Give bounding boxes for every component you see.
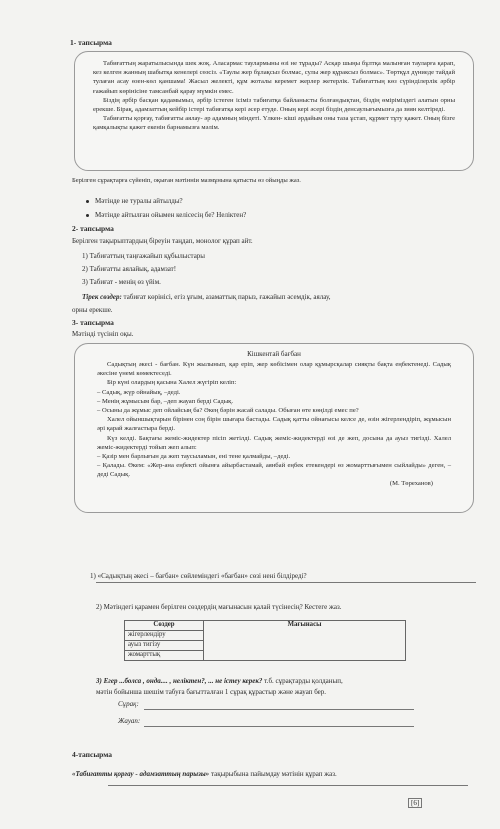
question-label: Сұрақ: — [118, 700, 139, 708]
task1-instruction: Берілген сұрақтарға сүйеніп, оқыған мәтінніи мазмұнына қатысты өз ойыңды жаз. — [72, 177, 301, 184]
table-header-meaning-label: Мағынасы — [287, 621, 322, 628]
question-answer-line[interactable] — [144, 709, 414, 710]
q3-italic: 3) Егер ...болса , онда.... , неліктен?, ... не істеу керек? — [96, 677, 263, 685]
task2-instruction: Берілген тақырыптардың біреуін таңдап, монолог құрап айт. — [72, 237, 253, 245]
story-paragraph: Күз келді. Бақтағы жеміс-жидектер пісіп жетілді. Садық жеміс-жидектерді өзі де жеп, досына да ауыз тигізді. Халел жеміс-жидектерді тойып жеп алып: — [97, 434, 451, 451]
task3-question-1: 1) «Садықтың әкесі – бағбан» сөйлеміндегі «бағбан» сөзі нені білдіреді? — [90, 572, 307, 580]
story-paragraph: Халел ойыншықтарын бірінен соң бірін шығара бастады. Садық қатты ойнағысы келсе де, өзін жігерлендіріп, жұмысын әрі қарай жалғастыра берді. — [97, 416, 451, 433]
answer-label: Жауап: — [118, 717, 141, 725]
bullet-icon — [86, 214, 89, 217]
story-paragraph: Бір күні олардың қасына Халел жүгіріп келіп: — [107, 379, 237, 387]
task3-header: 3- тапсырма — [72, 318, 114, 327]
page-number: [6] — [408, 798, 422, 808]
task1-paragraph: Біздің әрбір басқан қадамымыз, әрбір істеген ісіміз табиғатқа байланысты болғандықтан, біздің өміріміздегі алатын орны ерекше. Бірақ, адамзаттың кейбір істері табиғатқа кері әсер етуде. Оның кері әсері біздің денсаулығымызға да зиян келтіреді. — [93, 96, 455, 114]
task2-support-words — [82, 293, 482, 302]
task2-header: 2- тапсырма — [72, 224, 114, 233]
task1-text-box — [74, 51, 474, 171]
story-title: Кішкентай бағбан — [247, 350, 301, 358]
table-word-cell: жігерлендіру — [125, 631, 204, 641]
task3-question-2: 2) Мәтіндегі қарамен берілген сөздердің мағынасын қалай түсінесің? Кестеге жаз. — [96, 603, 342, 611]
task3-instruction: Мәтінді түсініп оқы. — [72, 330, 134, 338]
table-header-words: Сөздер — [125, 621, 204, 631]
task1-paragraph: Табиғаттың жаратылысында шек жоқ. Аласармас таулармыны өзі не тұрады? Асқар шыңы бұлтқа малынған тауларға қарап, кез келген жанның шабытқа кенелері сөзсіз. «Таулы жер бұлақсыз болмас, сулы жер құраксыз болмас». Төртқұл дүниеде тайдай тулаған асау өзен-көл қаншама! Жасыл желекті, құм жоталы керемет жерлер жетерлік. Табиғаттың көз сүрінділерлік әрбір ғажайып көрінісіне тамсанбай қарау мүмкін емес. — [93, 60, 455, 95]
task2-topic: 1) Табиғаттың таңғажайып құбылыстары — [82, 252, 205, 260]
task4-prompt-rest: тақырыбына пайымдау мәтінін құрап жаз. — [209, 770, 337, 778]
story-dialog: – Садық, жүр ойнайық, –деді. — [97, 388, 181, 396]
story-dialog: – Менің жұмысым бар, –деп жауап берді Садық. — [97, 397, 234, 405]
table-word-cell: ауыз тигізу — [125, 641, 204, 651]
task3-question-3 — [96, 677, 343, 686]
task4-header: 4-тапсырма — [72, 750, 113, 759]
task2-support-words-cont: орны ерекше. — [72, 306, 113, 314]
table-word-cell: жомарттық — [125, 651, 204, 661]
task1-question — [86, 197, 183, 206]
bullet-icon — [86, 200, 89, 203]
story-author: (М. Төреханов) — [389, 479, 433, 487]
task1-paragraph: Табиғатты қорғау, табиғатты аялау- әр адамның міндеті. Үлкен- кіші әрдайым оны таза ұстап, құрмет тұту қажет. Оның бізге қамқалықты қажет екенін барнамызға мәлім. — [93, 115, 455, 132]
story-paragraph: Садықтың әкесі - бағбан. Күн жылынып, қар еріп, жер көбісімен олар құмырсқалар сияқты бақта еңбектенеді. Садық әкесіне үнемі көмектеседі. — [97, 361, 451, 378]
task3-question-3-cont: мәтін бойынша шешім табуға бағытталған 1 сұрақ құрастыр және жауап бер. — [96, 688, 327, 696]
task2-topic: 3) Табиғат - менің өз үйім. — [82, 278, 161, 286]
story-dialog: – Осыны да жұмыс деп ойлайсың ба? Әкең бәрін жасай салады. Обыған өте көңілді емес пе? — [97, 407, 359, 415]
vocab-table — [124, 620, 406, 661]
task4-prompt-italic: «Табиғатты қорғау - адамзаттың парызы» — [72, 770, 210, 778]
table-header-meaning[interactable] — [204, 621, 406, 661]
answer-line[interactable] — [96, 582, 476, 583]
answer-answer-line[interactable] — [144, 726, 414, 727]
support-label: Тірек сөздер: — [82, 293, 122, 301]
q3-rest: т.б. сұрақтарды қолданып, — [262, 677, 343, 685]
story-dialog: – Қалады. Өкем: «Жер-ана еңбекті ойынға айырбастамай, аянбай еңбек етекендері өз жомарттығымен сыйлайды» деген, – деді Садық. — [97, 462, 451, 479]
task1-header: 1- тапсырма — [70, 38, 112, 47]
task1-question — [86, 211, 246, 220]
story-dialog: – Қазір мен барлығын да жеп таусыламын, енi тене қалмайды, –деді. — [97, 453, 291, 461]
task2-topic: 2) Табиғатты аялайық, адамзат! — [82, 265, 177, 273]
task4-answer-line[interactable] — [108, 785, 468, 786]
task1-question-text: Мәтінде не туралы айтылды? — [95, 197, 183, 205]
story-box — [74, 343, 474, 513]
task4-prompt — [72, 770, 337, 779]
support-text: табиғат көрінісі, егіз ұғым, азаматтық парыз, ғажайып әсемдік, аялау, — [121, 293, 331, 301]
task1-question-text: Мәтінде айтылған ойымен келісесің бе? Неліктен? — [95, 211, 247, 219]
